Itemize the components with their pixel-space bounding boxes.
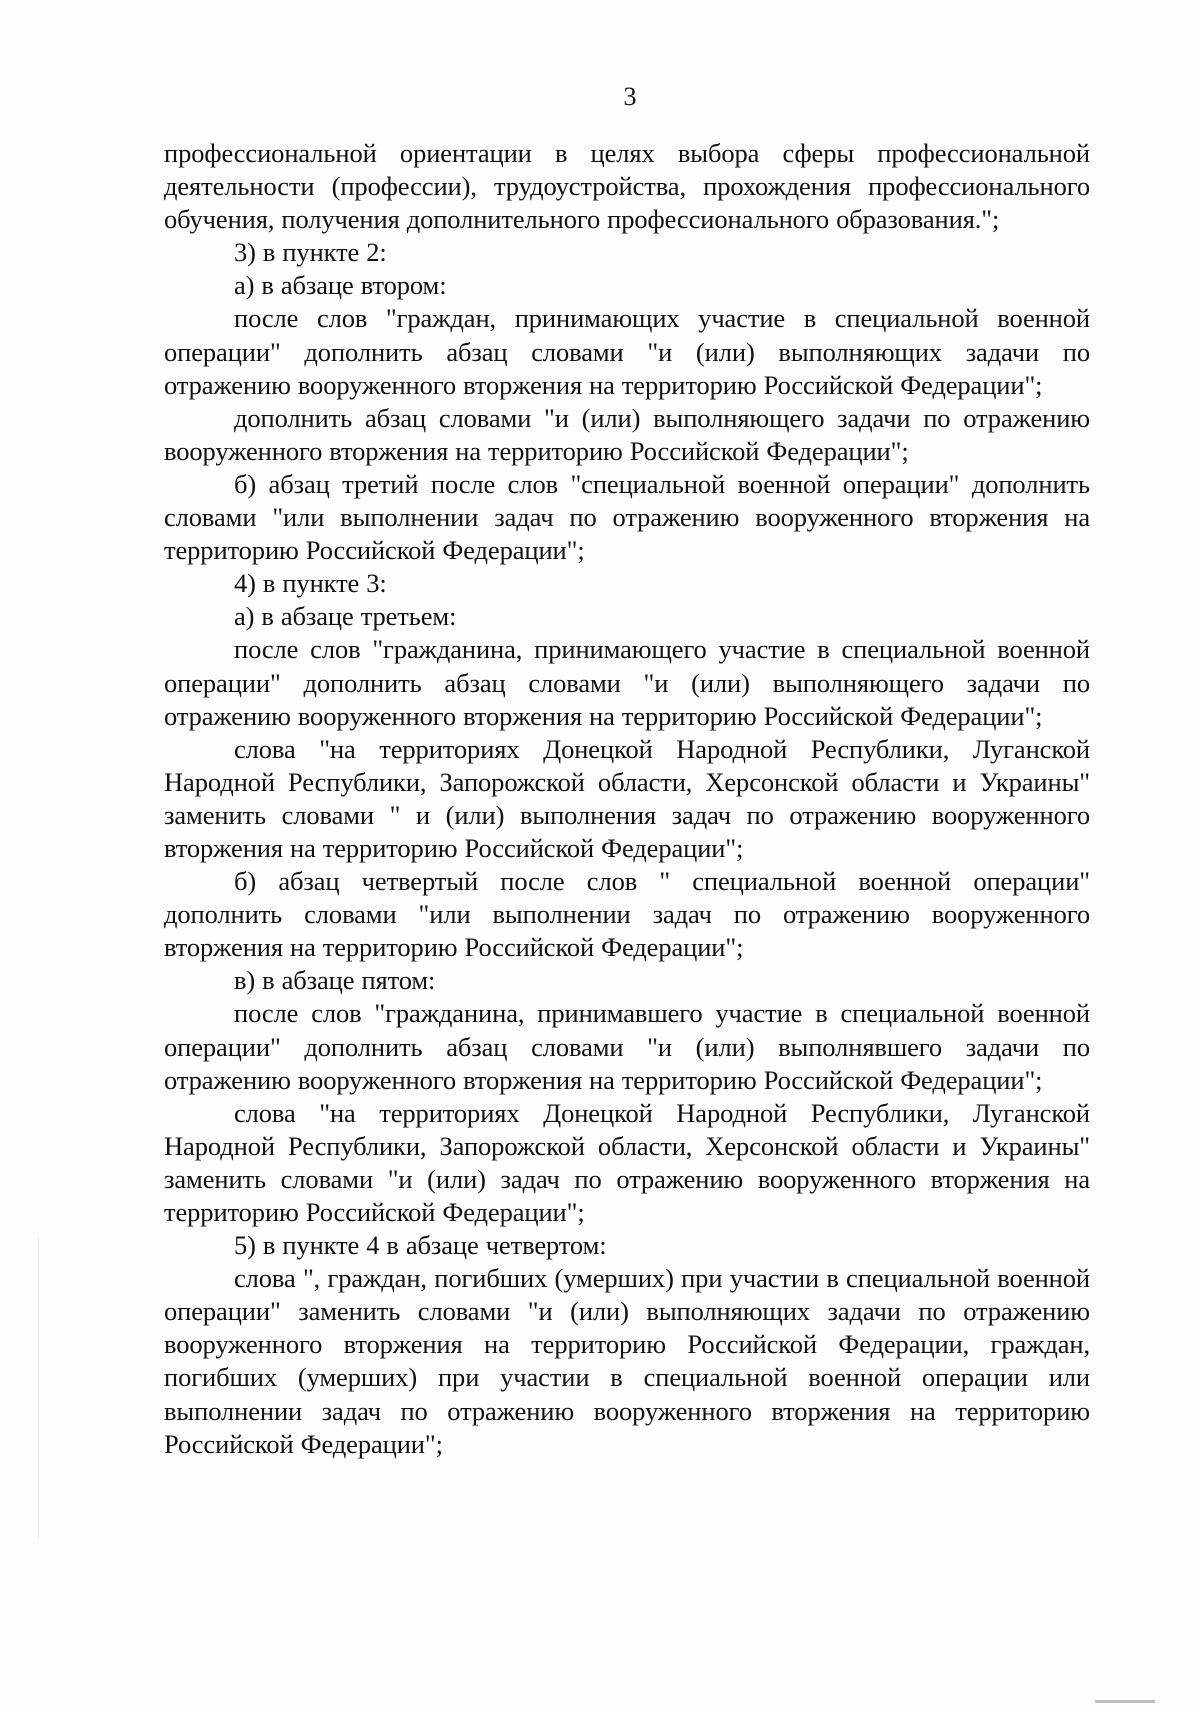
paragraph-subitem-4a: а) в абзаце третьем:	[234, 601, 457, 632]
paragraph-continuation: профессиональной ориентации в целях выбора сферы профессиональной деятельности (профессии), трудоустройства, прохождения профессионального обучения, получения дополнительного профессионального образования.";	[164, 138, 1090, 235]
paragraph-item-4: 4) в пункте 3:	[234, 568, 387, 599]
paragraph-item-3: 3) в пункте 2:	[234, 237, 387, 268]
paragraph-4a-text-1: после слов "гражданина, принимающего участие в специальной военной операции" дополнить абзац словами "и (или) выполняющего задачи по отражению вооруженного вторжения на территорию Российской Федерации";	[164, 634, 1090, 731]
paragraph-3a-text-1: после слов "граждан, принимающих участие в специальной военной операции" дополнить абзац словами "и (или) выполняющих задачи по отражению вооруженного вторжения на территорию Российской Федерации";	[164, 303, 1090, 400]
paragraph-item-5: 5) в пункте 4 в абзаце четвертом:	[234, 1230, 607, 1261]
paragraph-3a-text-2: дополнить абзац словами "и (или) выполняющего задачи по отражению вооруженного вторжения на территорию Российской Федерации";	[164, 402, 1090, 466]
paragraph-5-text: слова ", граждан, погибших (умерших) при участии в специальной военной операции" заменить словами "и (или) выполняющих задачи по отражению вооруженного вторжения на территорию Российской Федерации, граждан, погибших (умерших) при участии в специальной военной операции или выполнении задач по отражению вооруженного вторжения на территорию Российской Федерации";	[164, 1263, 1090, 1459]
scan-artifact	[1095, 1700, 1155, 1703]
paragraph-subitem-4b: б) абзац четвертый после слов " специальной военной операции" дополнить словами "или выполнении задач по отражению вооруженного вторжения на территорию Российской Федерации";	[164, 866, 1090, 963]
page-number: 3	[623, 82, 637, 111]
document-body	[164, 137, 1090, 1461]
paragraph-subitem-3a: а) в абзаце втором:	[234, 270, 447, 301]
paragraph-subitem-3b: б) абзац третий после слов "специальной военной операции" дополнить словами "или выполнении задач по отражению вооруженного вторжения на территорию Российской Федерации";	[164, 468, 1090, 566]
paragraph-4v-text-1: после слов "гражданина, принимавшего участие в специальной военной операции" дополнить абзац словами "и (или) выполнявшего задачи по отражению вооруженного вторжения на территорию Российской Федерации";	[164, 998, 1090, 1095]
paragraph-4a-text-2: слова "на территориях Донецкой Народной Республики, Луганской Народной Республики, Запорожской области, Херсонской области и Украины" заменить словами " и (или) выполнения задач по отражению вооруженного вторжения на территорию Российской Федерации";	[164, 733, 1090, 863]
scan-edge-line	[38, 1238, 39, 1538]
paragraph-subitem-4v: в) в абзаце пятом:	[234, 965, 436, 996]
paragraph-4v-text-2: слова "на территориях Донецкой Народной Республики, Луганской Народной Республики, Запорожской области, Херсонской области и Украины" заменить словами "и (или) задач по отражению вооруженного вторжения на территорию Российской Федерации";	[164, 1097, 1090, 1227]
